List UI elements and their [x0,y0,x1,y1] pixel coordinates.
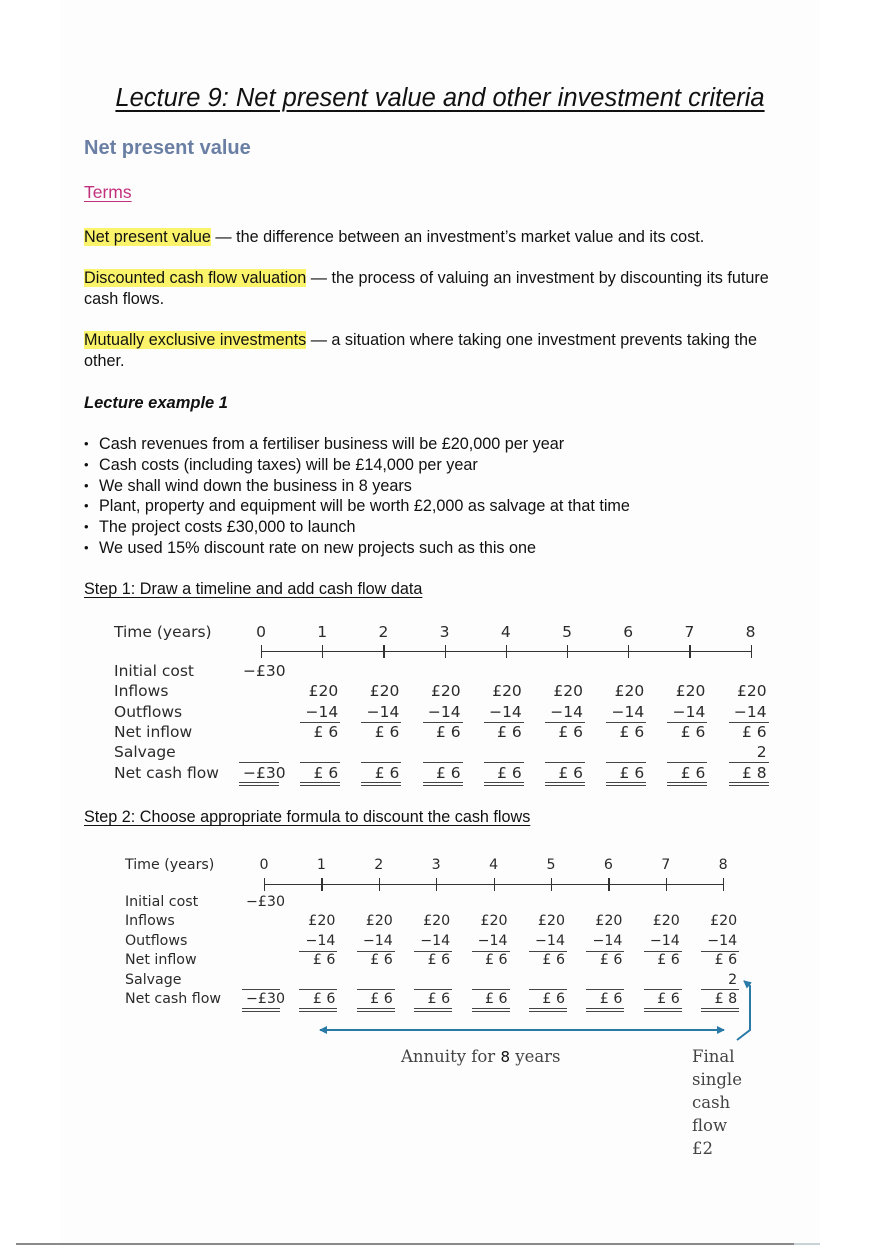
list-item: • Plant, property and equipment will be worth £2,000 as salvage at that time [84,496,630,517]
annuity-label-suffix: years [515,1047,561,1066]
inflow-value: £20 [652,913,680,930]
year-label: 6 [623,623,634,641]
row-label-inflows: Inflows [125,913,175,930]
year-label: 1 [316,857,326,873]
net-inflow-value: £ 6 [680,722,706,741]
annuity-years: 8 [500,1048,510,1066]
inflow-value: £20 [365,913,393,930]
net-cash-flow-value: £ 6 [313,763,339,782]
net-inflow-value: £ 6 [497,722,522,741]
year-label: 2 [374,857,384,873]
outflow-value: −14 [305,932,336,949]
definition-text: — the difference between an investment’s market value and its cost. [210,228,705,246]
total-rule [242,989,280,990]
inflow-value: £20 [537,913,565,930]
outflow-value: −14 [362,932,393,949]
year-label: 7 [684,623,695,641]
net-cash-flow-value: £ 6 [497,763,522,782]
net-cash-flow-value: £ 6 [370,991,393,1007]
double-underline [529,1008,567,1012]
salvage-value: 2 [728,971,738,988]
net-inflow-value: £ 6 [312,952,336,969]
term-highlight: Discounted cash flow valuation [84,269,307,287]
net-cash-flow-value: £ 6 [619,763,645,782]
row-label-outflows: Outflows [114,702,183,721]
page-title: Lecture 9: Net present value and other investment criteria [115,84,765,112]
net-cash-flow-value: −£30 [246,991,285,1007]
total-rule [299,989,337,990]
row-label-outflows: Outflows [125,932,188,949]
time-axis-label: Time (years) [114,623,212,641]
row-label-net-cash-flow: Net cash flow [125,991,222,1007]
list-item: • The project costs £30,000 to launch [84,517,630,538]
net-inflow-value: £ 6 [374,722,400,741]
net-inflow-value: £ 6 [741,722,767,741]
row-label-salvage: Salvage [125,971,182,988]
outflow-value: −14 [420,932,451,949]
inflow-value: £20 [308,682,339,701]
row-label-net-inflow: Net inflow [114,722,193,741]
year-label: 4 [489,857,499,873]
row-label-inflows: Inflows [114,682,169,701]
net-inflow-value: £ 6 [370,952,393,969]
net-cash-flow-value: £ 6 [599,991,623,1007]
year-label: 2 [378,623,389,641]
axis-tick [723,878,724,891]
total-rule [586,989,624,990]
definition-text: — the process of valuing an investment by discounting its future cash flows. [84,269,769,308]
term-highlight: Net present value [84,228,211,246]
net-cash-flow-value: £ 6 [485,991,508,1007]
total-rule [414,989,452,990]
time-axis-line [264,884,723,885]
total-rule [644,989,682,990]
year-label: 3 [439,623,450,641]
page-bottom-rule [16,1243,794,1245]
outflow-value: −14 [477,932,508,949]
section-heading: Net present value [84,137,251,159]
outflow-value: −14 [733,702,767,721]
step2-heading: Step 2: Choose appropriate formula to discount the cash flows [84,808,531,826]
year-label: 5 [562,623,572,641]
double-underline [701,1008,739,1012]
net-inflow-value: £ 6 [485,952,508,969]
term-highlight: Mutually exclusive investments [84,331,307,349]
inflow-value: £20 [553,682,583,701]
year-label: 5 [546,857,556,873]
list-item: • We shall wind down the business in 8 years [84,476,630,497]
outflow-value: −14 [592,932,623,949]
annuity-label [401,1045,561,1069]
total-rule [472,989,510,990]
year-label: 0 [256,623,266,641]
final-label-line: cash [692,1093,731,1112]
net-cash-flow-value: −£30 [243,763,286,782]
net-inflow-value: £ 6 [435,722,461,741]
final-cash-flow-label [692,1045,742,1160]
row-label-initial-cost: Initial cost [114,662,194,680]
final-label-line: flow [692,1116,728,1135]
inflow-value: £20 [675,682,706,701]
net-cash-flow-value: £ 6 [542,991,565,1007]
row-label-net-cash-flow: Net cash flow [114,763,219,782]
net-inflow-value: £ 6 [599,952,623,969]
list-item: • Cash revenues from a fertiliser business will be £20,000 per year [84,434,630,455]
inflow-value: £20 [423,913,451,930]
double-underline [357,1008,395,1012]
list-item: • Cash costs (including taxes) will be £14,000 per year [84,455,630,476]
annuity-label-text: Annuity for [401,1047,496,1066]
outflow-value: −14 [489,702,522,721]
net-inflow-value: £ 6 [427,952,451,969]
inflow-value: £20 [614,682,645,701]
net-cash-flow-value: £ 6 [558,763,583,782]
total-rule [529,989,567,990]
double-underline [644,1008,682,1012]
final-label-line: single [692,1070,742,1089]
outflow-value: −14 [707,932,738,949]
inflow-value: £20 [595,913,623,930]
year-label: 3 [431,857,441,873]
page-bottom-rule-end [794,1243,820,1245]
outflow-value: −14 [427,702,461,721]
net-cash-flow-value: £ 6 [374,763,400,782]
inflow-value: £20 [431,682,461,701]
total-rule [701,989,739,990]
year-label: 8 [745,623,756,641]
year-label: 4 [500,623,511,641]
net-cash-flow-value: £ 6 [312,991,336,1007]
outflow-value: −14 [611,702,645,721]
net-cash-flow-value: £ 8 [741,763,767,782]
net-cash-flow-value: £ 6 [435,763,461,782]
double-underline [299,1008,337,1012]
inflow-value: £20 [369,682,400,701]
example-heading: Lecture example 1 [84,394,228,412]
salvage-value: 2 [756,743,767,762]
inflow-value: £20 [710,913,738,930]
net-inflow-value: £ 6 [619,722,645,741]
terms-heading: Terms [84,182,132,202]
inflow-value: £20 [492,682,522,701]
inflow-value: £20 [737,682,767,701]
net-cash-flow-value: £ 6 [427,991,451,1007]
row-label-net-inflow: Net inflow [125,952,197,969]
row-label-initial-cost: Initial cost [125,894,199,910]
year-label: 6 [603,857,613,873]
net-inflow-value: £ 6 [558,722,583,741]
outflow-value: −14 [649,932,680,949]
net-cash-flow-value: £ 8 [714,991,738,1007]
outflow-value: −14 [535,932,565,949]
row-label-salvage: Salvage [114,743,176,762]
double-underline [414,1008,452,1012]
double-underline [242,1008,280,1012]
net-cash-flow-value: £ 6 [657,991,680,1007]
net-inflow-value: £ 6 [657,952,680,969]
net-inflow-value: £ 6 [313,722,339,741]
list-item: • We used 15% discount rate on new projects such as this one [84,538,630,559]
initial-cost-value: −£30 [243,662,286,680]
year-label: 7 [661,857,671,873]
inflow-value: £20 [480,913,508,930]
double-underline [472,1008,510,1012]
outflow-value: −14 [305,702,339,721]
time-axis-label: Time (years) [125,857,215,873]
outflow-value: −14 [366,702,400,721]
initial-cost-value: −£30 [246,894,285,910]
final-label-line: Final [692,1047,735,1066]
outflow-value: −14 [550,702,583,721]
net-inflow-value: £ 6 [714,952,738,969]
inflow-value: £20 [308,913,336,930]
net-cash-flow-value: £ 6 [680,763,706,782]
net-inflow-value: £ 6 [542,952,565,969]
outflow-value: −14 [672,702,706,721]
year-label: 1 [317,623,328,641]
definition-text: — a situation where taking one investment prevents taking the other. [84,331,758,370]
double-underline [586,1008,624,1012]
year-label: 8 [718,857,728,873]
year-label: 0 [259,857,269,873]
final-label-line: £2 [692,1139,713,1158]
step1-heading: Step 1: Draw a timeline and add cash flow data [84,580,423,598]
total-rule [357,989,395,990]
